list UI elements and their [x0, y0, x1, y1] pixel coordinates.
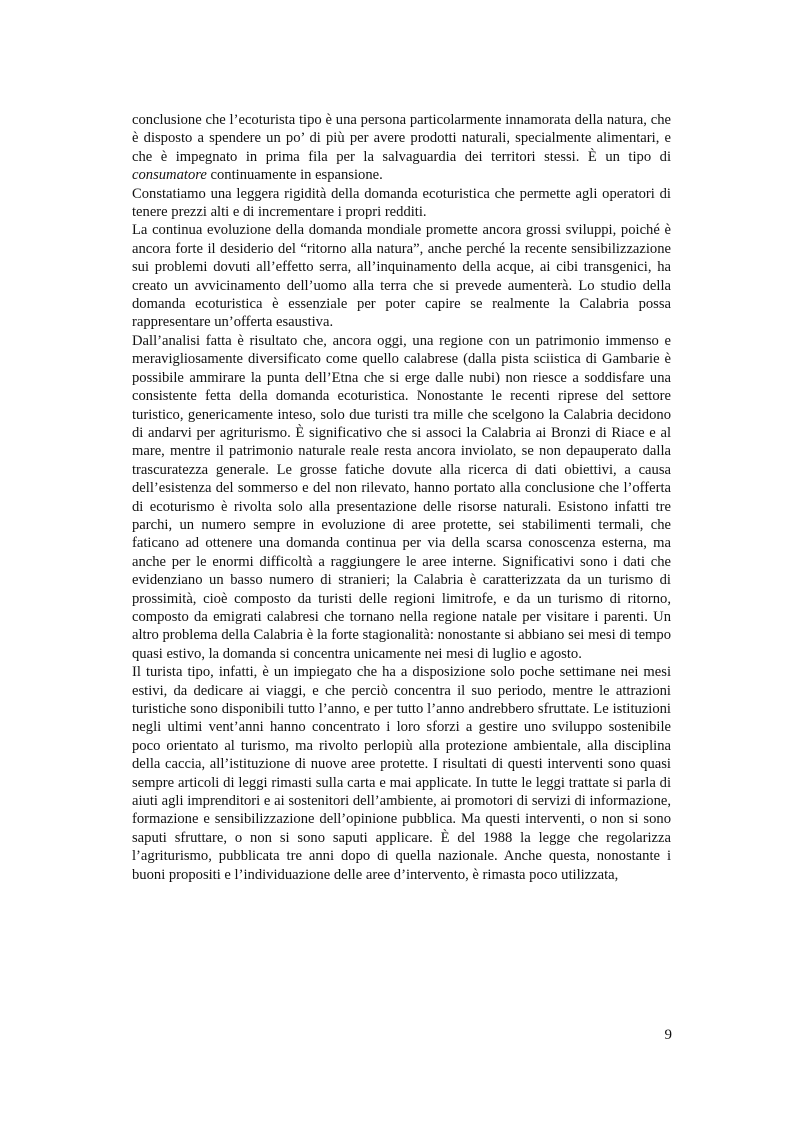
- paragraph-1-text: conclusione che l’ecoturista tipo è una persona particolarmente innamorata della natura, che è disposto a spendere un po’ di più per avere prodotti naturali, specialmente alimentari, e che è impegnato in prima fila per la salvaguardia dei territori stessi. È un tipo di: [132, 112, 671, 165]
- body-text: [132, 111, 671, 884]
- emphasis-consumatore: consumatore: [132, 167, 207, 184]
- paragraph-4: Dall’analisi fatta è risultato che, ancora oggi, una regione con un patrimonio immenso e meravigliosamente diversificato come quello calabrese (dalla pista sciistica di Gambarie è possibile ammirare la punta dell’Etna che si erge dalle nubi) non riesce a soddisfare una consistente fetta della domanda ecoturistica. Nonostante le recenti riprese del settore turistico, genericamente inteso, solo due turisti tra mille che scelgono la Calabria decidono di andarvi per agriturismo. È significativo che si associ la Calabria ai Bronzi di Riace e al mare, mentre il patrimonio naturale reale resta ancora inviolato, se non depauperato dalla trascuratezza generale. Le grosse fatiche dovute alla ricerca di dati obiettivi, a causa dell’esistenza del sommerso e del non rilevato, hanno portato alla conclusione che l’offerta di ecoturismo è rivolta solo alla presentazione delle risorse naturali. Esistono infatti tre parchi, un numero sempre in evoluzione di aree protette, sei stabilimenti termali, che faticano ad ottenere una domanda continua per via della scarsa conoscenza esterna, ma anche per le enormi difficoltà a raggiungere le aree interne. Significativi sono i dati che evidenziano un basso numero di stranieri; la Calabria è caratterizzata da un turismo di prossimità, cioè composto da turisti delle regioni limitrofe, e da un turismo di ritorno, composto da emigrati calabresi che tornano nella regione natale per visitare i parenti. Un altro problema della Calabria è la forte stagionalità: nonostante si abbiano sei mesi di tempo quasi estivo, la domanda si concentra unicamente nei mesi di luglio e agosto.: [132, 332, 671, 662]
- paragraph-1-text-end: continuamente in espansione.: [206, 167, 383, 184]
- paragraph-2: Constatiamo una leggera rigidità della domanda ecoturistica che permette agli operatori di tenere prezzi alti e di incrementare i propri redditi.: [132, 185, 671, 221]
- paragraph-3: La continua evoluzione della domanda mondiale promette ancora grossi sviluppi, poiché è ancora forte il desiderio del “ritorno alla natura”, anche perché la recente sensibilizzazione sui problemi dovuti all’effetto serra, all’inquinamento della acque, ai cibi transgenici, ha creato un avvicinamento dell’uomo alla terra che si prevede aumenterà. Lo studio della domanda ecoturistica è essenziale per poter capire se realmente la Calabria possa rappresentare un’offerta esaustiva.: [132, 222, 671, 331]
- paragraph-5: Il turista tipo, infatti, è un impiegato che ha a disposizione solo poche settimane nei mesi estivi, da dedicare ai viaggi, e che perciò concentra il suo periodo, mentre le attrazioni turistiche sono disponibili tutto l’anno, e per tutto l’anno andrebbero sfruttate. Le istituzioni negli ultimi vent’anni hanno concentrato i loro sforzi a gestire uno sviluppo sostenibile poco orientato al turismo, ma rivolto perlopiù alla protezione ambientale, alla disciplina della caccia, all’istituzione di nuove aree protette. I risultati di questi interventi sono quasi sempre articoli di leggi rimasti sulla carta e mai applicate. In tutte le leggi trattate si parla di aiuti agli imprenditori e ai sostenitori dell’ambiente, ai promotori di servizi di informazione, formazione e sensibilizzazione dell’opinione pubblica. Ma questi interventi, o non si sono saputi sfruttare, o non si sono saputi applicare. È del 1988 la legge che regolarizza l’agriturismo, pubblicata tre anni dopo di quella nazionale. Anche questa, nonostante i buoni propositi e l’individuazione delle aree d’intervento, è rimasta poco utilizzata,: [132, 664, 671, 883]
- paragraph-1: [132, 111, 671, 185]
- page-number: 9: [664, 1027, 672, 1043]
